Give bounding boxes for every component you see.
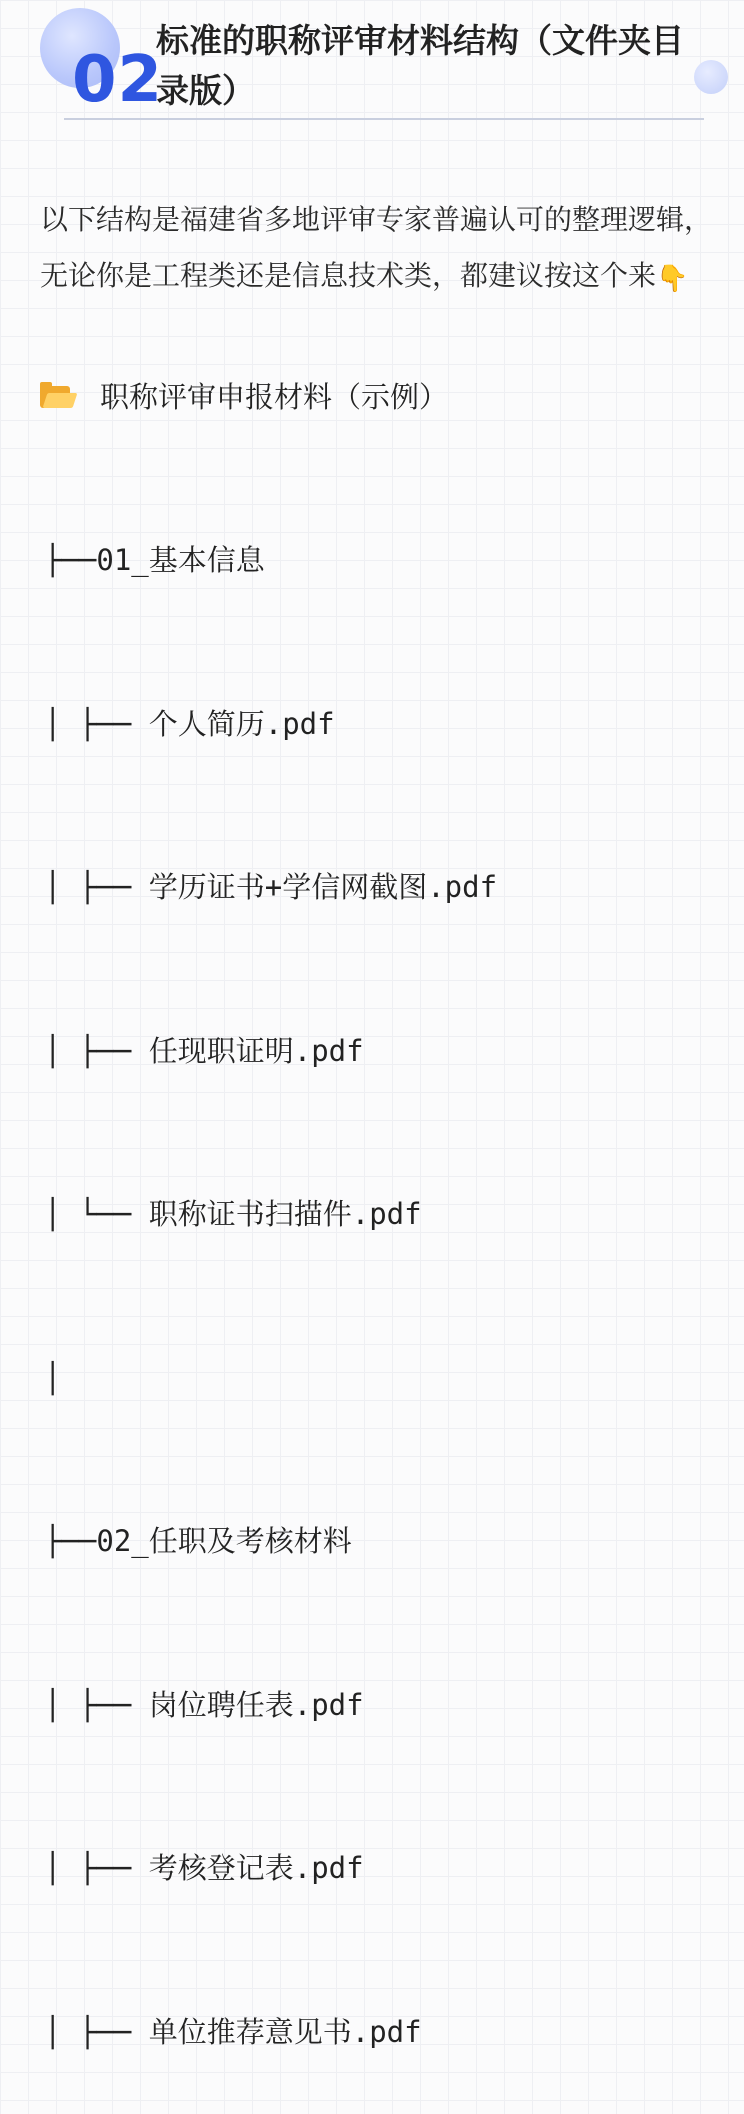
tree-line-file-recommendation: │ ├── 单位推荐意见书.pdf — [44, 2014, 422, 2049]
title-divider — [64, 118, 704, 120]
intro-paragraph — [40, 192, 730, 304]
section-number: 02 — [72, 43, 164, 117]
open-folder-icon — [40, 386, 74, 408]
tree-line-connector: │ — [44, 1360, 62, 1395]
tree-root-label: 职称评审申报材料（示例） — [100, 380, 449, 414]
tree-line-folder-02: ├──02_任职及考核材料 — [44, 1524, 352, 1558]
intro-text: 以下结构是福建省多地评审专家普遍认可的整理逻辑，无论你是工程类还是信息技术类，都建议按这个来 — [40, 203, 713, 292]
tree-root — [40, 372, 720, 422]
tree-line-file-assessment: │ ├── 考核登记表.pdf — [44, 1851, 364, 1885]
tree-line-file-title-certificate: │ └── 职称证书扫描件.pdf — [44, 1197, 422, 1231]
tree-line-file-position-proof: │ ├── 任现职证明.pdf — [44, 1033, 364, 1068]
tree-line-file-appointment: │ ├── 岗位聘任表.pdf — [44, 1687, 364, 1722]
tree-line-file-degree: │ ├── 学历证书+学信网截图.pdf — [44, 870, 498, 904]
pointing-down-hand-icon: 👇 — [656, 264, 689, 294]
tree-line-file-resume: │ ├── 个人简历.pdf — [44, 706, 335, 741]
page-title: 标准的职称评审材料结构（文件夹目录版） — [156, 21, 684, 110]
tree-line-folder-01: ├──01_基本信息 — [44, 543, 265, 577]
folder-tree — [44, 424, 734, 2114]
